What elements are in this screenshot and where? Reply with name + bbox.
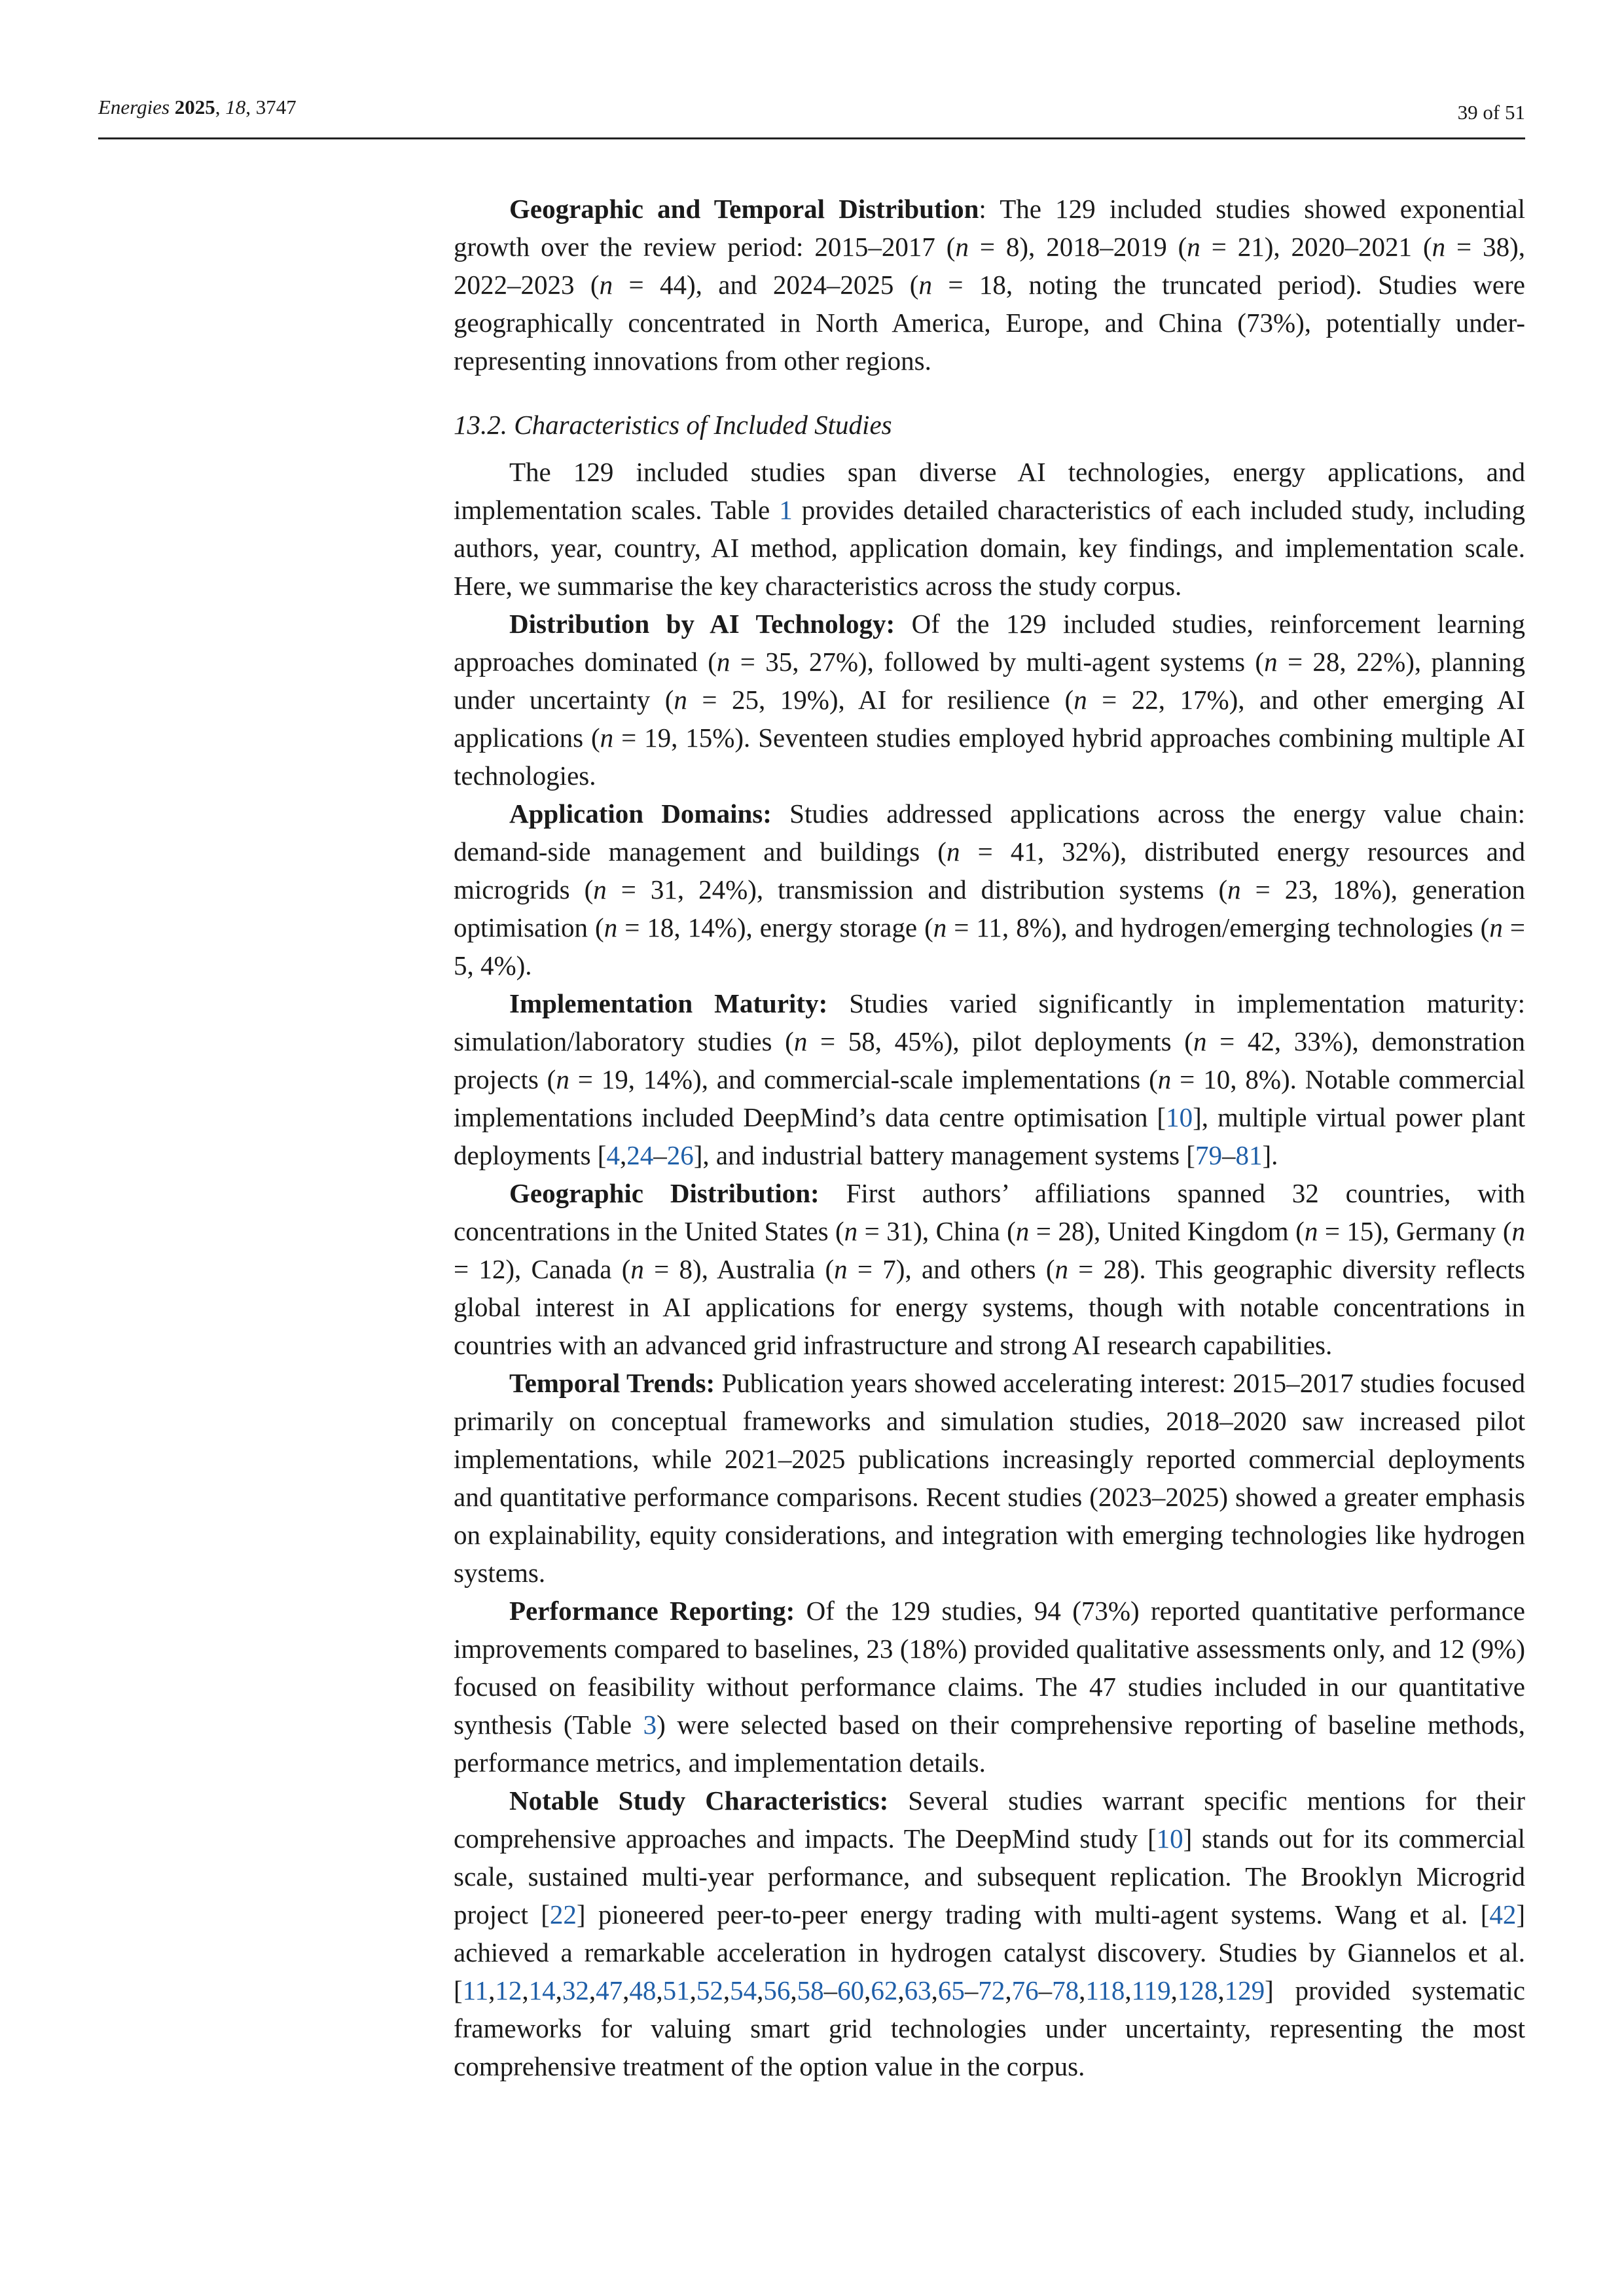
citation-link[interactable]: 51 [662,1975,690,2005]
paragraph-geographic-temporal: Geographic and Temporal Distribution: The 129 included studies showed exponential growth over the review period: 2015–2017 (n = 8), 2018–2019 (n = 21), 2020–2021 (n = 38), 2022–2023 (n = 44), and 2024–2025 (n = 18, noting the truncated period). Studies were geographically concentrated in North America, Europe, and China (73%), potentially under-representing innovations from other regions. [454,194,1525,376]
citation-link[interactable]: 22 [549,1899,577,1929]
citation-link[interactable]: 79 [1195,1140,1222,1170]
citation-link[interactable]: 10 [1166,1102,1193,1132]
citation-link[interactable]: 72 [978,1975,1005,2005]
citation-link[interactable]: 32 [562,1975,589,2005]
page-number: 39 of 51 [1457,101,1525,124]
citation-link[interactable]: 47 [596,1975,623,2005]
subsection-heading: 13.2. Characteristics of Included Studies [454,410,892,440]
paragraph-intro: The 129 included studies span diverse AI technologies, energy applications, and implementation scales. Table 1 provides detailed characteristics of each included study, including authors, year, country, AI method, application domain, key findings, and implementation scale. Here, we summarise the key characteristics across the study corpus. [454,457,1525,601]
citation-link[interactable]: 54 [730,1975,757,2005]
citation-link[interactable]: 26 [666,1140,694,1170]
citation-link[interactable]: 52 [696,1975,723,2005]
citation-link[interactable]: 11 [462,1975,489,2005]
citation-link[interactable]: 48 [629,1975,657,2005]
runin-heading: Implementation Maturity: [509,988,828,1018]
runin-heading: Notable Study Characteristics: [509,1785,889,1816]
runin-heading: Temporal Trends: [509,1368,715,1398]
paragraph-implementation-maturity: Implementation Maturity: Studies varied significantly in implementation maturity: simulation/laboratory studies (n = 58, 45%), pilot deployments (n = 42, 33%), demonstration projects (n = 19, 14%), and commercial-scale implementations (n = 10, 8%). Notable commercial implementations included DeepMind’s data centre optimisation [10], multiple virtual power plant deployments [4,24–26], and industrial battery management systems [79–81]. [454,988,1526,1170]
citation-link[interactable]: 63 [904,1975,931,2005]
article-number: 3747 [255,96,297,118]
table-link[interactable]: 3 [643,1710,657,1740]
runin-heading: Geographic and Temporal Distribution [509,194,979,224]
citation-link[interactable]: 118 [1085,1975,1125,2005]
journal-year: 2025 [174,96,215,118]
paragraph-notable-studies: Notable Study Characteristics: Several studies warrant specific mentions for their comprehensive approaches and impacts. The DeepMind study [10] stands out for its commercial scale, sustained multi-year performance, and subsequent replication. The Brooklyn Microgrid project [22] pioneered peer-to-peer energy trading with multi-agent systems. Wang et al. [42] achieved a remarkable acceleration in hydrogen catalyst discovery. Studies by Giannelos et al. [11,12,14,32,47,48,51,52,54,56,58–60,62,63,65–72,76–78,118,119,128,129] provided systematic frameworks for valuing smart grid technologies under uncertainty, representing the most comprehensive treatment of the option value in the corpus. [454,1785,1525,2081]
citation-link[interactable]: 76 [1011,1975,1039,2005]
citation-link[interactable]: 56 [763,1975,791,2005]
paragraph-application-domains: Application Domains: Studies addressed applications across the energy value chain: demand-side management and buildings (n = 41, 32%), distributed energy resources and microgrids (n = 31, 24%), transmission and distribution systems (n = 23, 18%), generation optimisation (n = 18, 14%), energy storage (n = 11, 8%), and hydrogen/emerging technologies (n = 5, 4%). [454,798,1525,980]
journal-citation: Energies 2025, 18, 3747 [98,96,297,118]
runin-heading: Application Domains: [509,798,772,829]
citation-link[interactable]: 62 [871,1975,898,2005]
citation-link[interactable]: 65 [937,1975,965,2005]
journal-volume: 18 [225,96,246,118]
runin-heading: Distribution by AI Technology: [509,609,895,639]
paragraph-ai-technology: Distribution by AI Technology: Of the 129 included studies, reinforcement learning approaches dominated (n = 35, 27%), followed by multi-agent systems (n = 28, 22%), planning under uncertainty (n = 25, 19%), AI for resilience (n = 22, 17%), and other emerging AI applications (n = 19, 15%). Seventeen studies employed hybrid approaches combining multiple AI technologies. [454,609,1525,791]
citation-link[interactable]: 81 [1235,1140,1263,1170]
citation-link[interactable]: 58 [797,1975,824,2005]
citation-link[interactable]: 78 [1052,1975,1079,2005]
journal-name: Energies [98,96,170,118]
runin-heading: Performance Reporting: [509,1596,795,1626]
paragraph-geographic-distribution: Geographic Distribution: First authors’ affiliations spanned 32 countries, with concentrations in the United States (n = 31), China (n = 28), United Kingdom (n = 15), Germany (n = 12), Canada (n = 8), Australia (n = 7), and others (n = 28). This geographic diversity reflects global interest in AI applications for energy systems, though with notable concentrations in countries with an advanced grid infrastructure and strong AI research capabilities. [454,1178,1526,1360]
citation-link[interactable]: 12 [495,1975,522,2005]
citation-link[interactable]: 24 [626,1140,654,1170]
main-content [454,190,1525,2085]
paragraph-temporal-trends: Temporal Trends: Publication years showed accelerating interest: 2015–2017 studies focused primarily on conceptual frameworks and simulation studies, 2018–2020 saw increased pilot implementations, while 2021–2025 publications increasingly reported commercial deployments and quantitative performance comparisons. Recent studies (2023–2025) showed a greater emphasis on explainability, equity considerations, and integration with emerging technologies like hydrogen systems. [454,1368,1525,1588]
citation-link[interactable]: 129 [1224,1975,1265,2005]
citation-link[interactable]: 10 [1156,1823,1183,1854]
citation-link[interactable]: 14 [528,1975,556,2005]
citation-link[interactable]: 60 [837,1975,865,2005]
citation-link[interactable]: 42 [1489,1899,1517,1929]
table-link[interactable]: 1 [779,495,793,525]
paragraph-performance-reporting: Performance Reporting: Of the 129 studies, 94 (73%) reported quantitative performance improvements compared to baselines, 23 (18%) provided qualitative assessments only, and 12 (9%) focused on feasibility without performance claims. The 47 studies included in our quantitative synthesis (Table 3) were selected based on their comprehensive reporting of baseline methods, performance metrics, and implementation details. [454,1596,1526,1778]
citation-link[interactable]: 128 [1177,1975,1218,2005]
runin-heading: Geographic Distribution: [509,1178,820,1208]
citation-link[interactable]: 4 [606,1140,620,1170]
page-header [98,92,1525,139]
citation-link[interactable]: 119 [1131,1975,1171,2005]
